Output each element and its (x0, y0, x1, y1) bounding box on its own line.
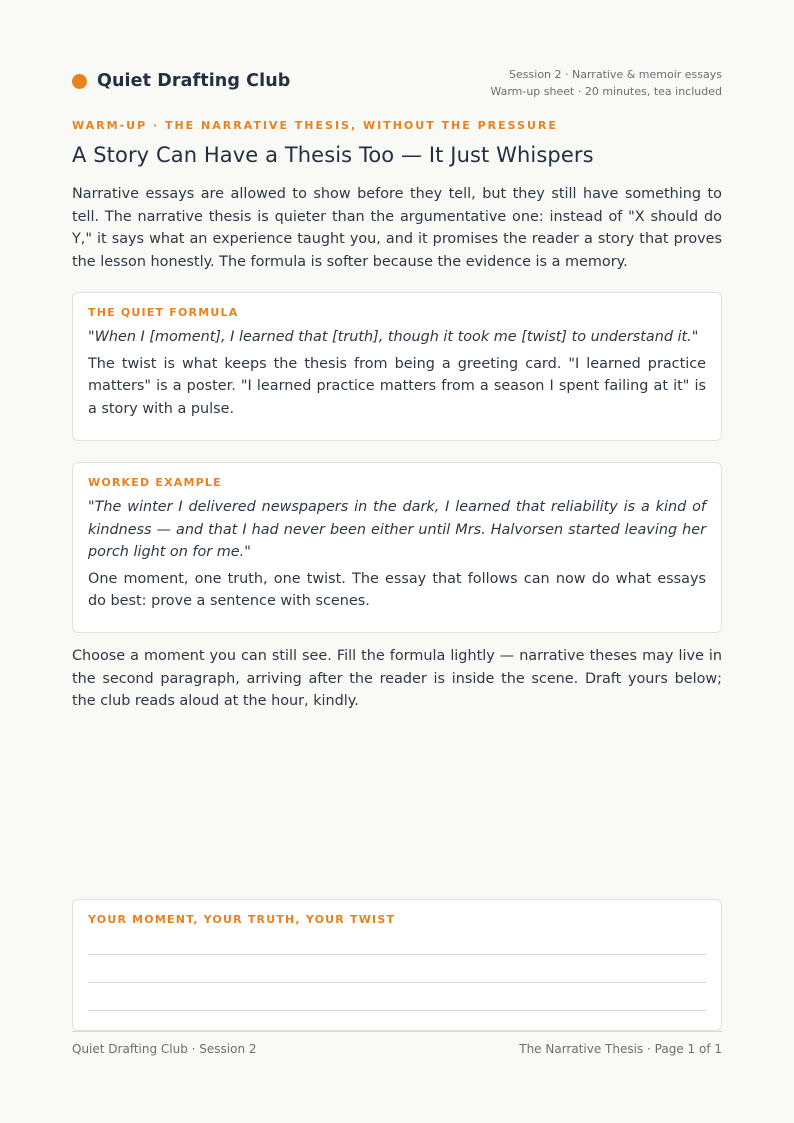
writing-line[interactable] (88, 954, 706, 955)
formula-card-label: THE QUIET FORMULA (88, 306, 239, 319)
footer-divider (72, 1031, 722, 1032)
example-card (72, 462, 722, 633)
brand (72, 71, 290, 91)
footer-page-number: The Narrative Thesis · Page 1 of 1 (519, 1042, 722, 1056)
section-eyebrow: WARM-UP · THE NARRATIVE THESIS, WITHOUT THE PRESSURE (72, 119, 558, 132)
footer-club-session: Quiet Drafting Club · Session 2 (72, 1042, 257, 1056)
closing-paragraph: Choose a moment you can still see. Fill the formula lightly — narrative theses may live in the second paragraph, arriving after the reader is inside the scene. Draft yours below; the club reads aloud at the hour, kindly. (72, 648, 722, 709)
example-card-label: WORKED EXAMPLE (88, 476, 222, 489)
brand-name: Quiet Drafting Club (97, 71, 291, 91)
page-header (72, 64, 722, 104)
writing-line[interactable] (88, 1010, 706, 1011)
example-explanation: One moment, one truth, one twist. The essay that follows can now do what essays do best: prove a sentence with scenes. (88, 570, 706, 609)
session-info: Session 2 · Narrative & memoir essays (509, 68, 722, 81)
writing-line[interactable] (88, 982, 706, 983)
formula-card (72, 292, 722, 441)
formula-explanation: The twist is what keeps the thesis from being a greeting card. "I learned practice matters" is a poster. "I learned practice matters from a season I spent failing at it" is a story with a pulse. (88, 355, 706, 417)
sheet-info: Warm-up sheet · 20 minutes, tea included (490, 85, 722, 98)
header-meta (490, 66, 722, 100)
intro-paragraph: Narrative essays are allowed to show before they tell, but they still have something to tell. The narrative thesis is quieter than the argumentative one: instead of "X should do Y," it says what an experience taught you, and it promises the reader a story that proves the lesson honestly. The formula is softer because the evidence is a memory. (72, 186, 722, 270)
brand-dot-icon (72, 74, 87, 89)
formula-quote: "When I [moment], I learned that [truth], though it took me [twist] to understand it." (88, 329, 699, 345)
draft-box-label: YOUR MOMENT, YOUR TRUTH, YOUR TWIST (88, 913, 396, 926)
page-title: A Story Can Have a Thesis Too — It Just Whispers (72, 143, 594, 167)
example-quote: "The winter I delivered newspapers in the dark, I learned that reliability is a kind of kindness — and that I had never been either until Mrs. Halvorsen started leaving her porch light on for me." (88, 499, 706, 560)
draft-writing-box[interactable] (72, 899, 722, 1031)
worksheet-page (72, 0, 722, 1123)
